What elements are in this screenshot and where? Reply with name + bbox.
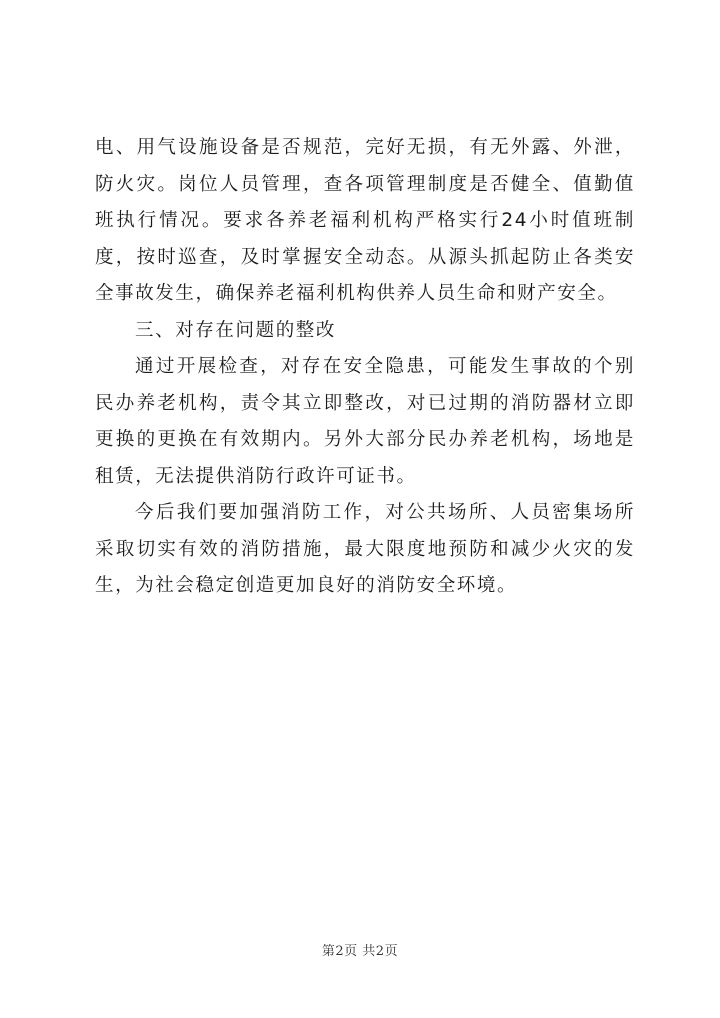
page-number-footer: 第2页 共2页 [321, 944, 399, 959]
paragraph-safety-inspection: 电、用气设施设备是否规范，完好无损，有无外露、外泄，防火灾。岗位人员管理，查各项管理制度是否健全、值勤值班执行情况。要求各养老福利机构严格实行24小时值班制度，按时巡查，及时掌握安全动态。从源头抓起防止各类安全事故发生，确保养老福利机构供养人员生命和财产安全。 [95, 137, 635, 304]
document-body [95, 130, 635, 605]
paragraph-future-work: 今后我们要加强消防工作，对公共场所、人员密集场所采取切实有效的消防措施，最大限度地预防和减少火灾的发生，为社会稳定创造更加良好的消防安全环境。 [95, 502, 635, 596]
section-heading-rectification: 三、对存在问题的整改 [135, 319, 337, 341]
paragraph-rectification: 通过开展检查，对存在安全隐患，可能发生事故的个别民办养老机构，责令其立即整改，对已过期的消防器材立即更换的更换在有效期内。另外大部分民办养老机构，场地是租赁，无法提供消防行政许可证书。 [95, 356, 635, 487]
